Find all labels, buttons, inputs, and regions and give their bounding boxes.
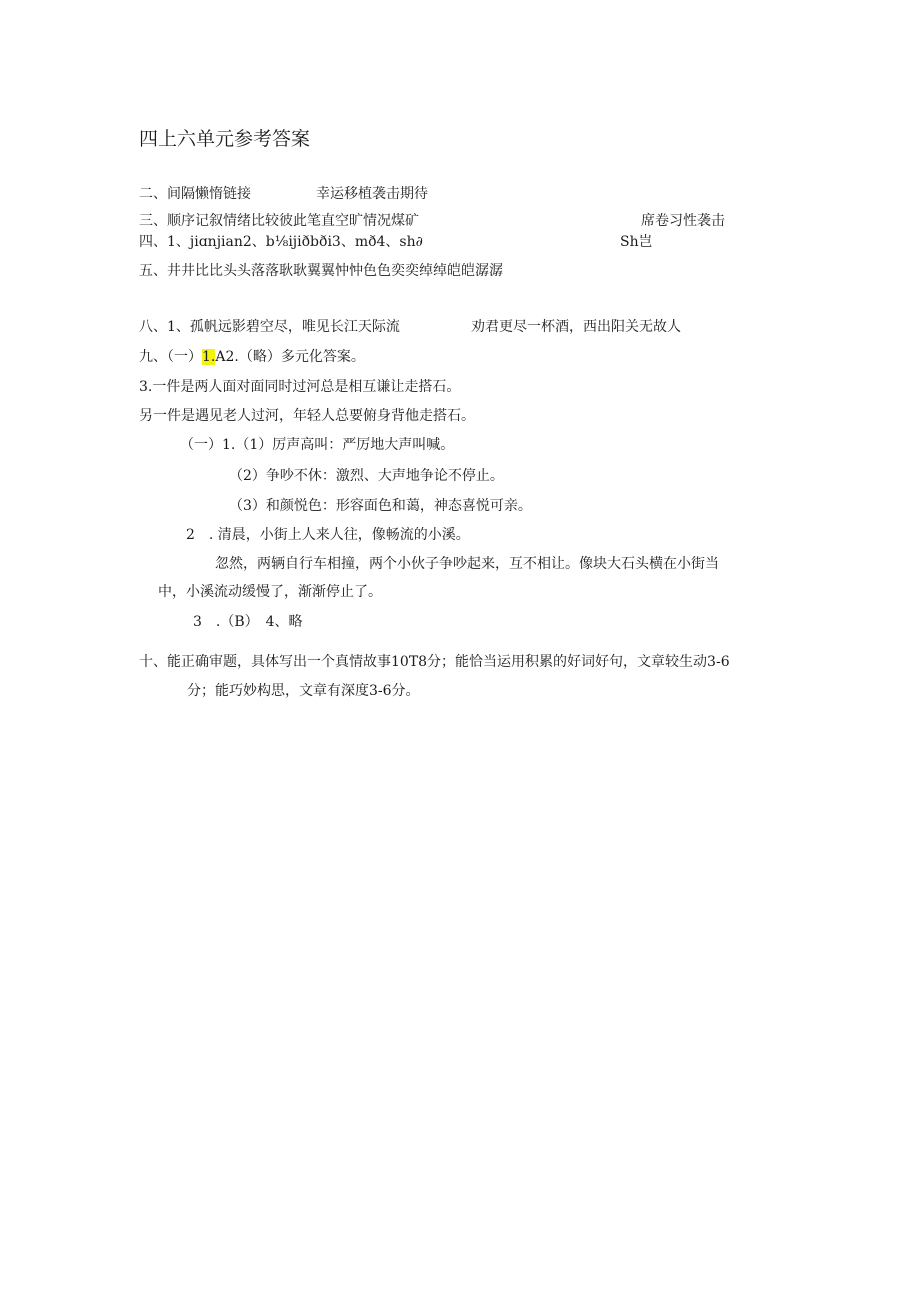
answer-4-a: 四、1、jiɑnjian2、b⅛ijiðbði3、mð4、sh∂ — [139, 234, 423, 250]
page-title: 四上六单元参考答案 — [139, 128, 311, 150]
answer-4-b: Sh岂 — [620, 234, 653, 250]
answer-3-a: 三、顺序记叙情绪比较彼此笔直空旷情况煤矿 — [139, 213, 419, 229]
answer-2-a: 二、间隔懒惰链接 — [139, 186, 251, 202]
answer-5: 五、井井比比头头落落耿耿翼翼忡忡色色奕奕绰绰皑皑潺潺 — [139, 263, 503, 279]
answer-10-a: 十、能正确审题，具体写出一个真情故事10T8分；能恰当运用积累的好词好句，文章较生动3-6 — [139, 654, 730, 670]
highlighted-answer: 1. — [202, 349, 216, 365]
answer-3-b: 席卷习性袭击 — [641, 213, 725, 229]
answer-9 — [139, 348, 365, 366]
section-1-line-3: （3）和颜悦色：形容面色和蔼，神态喜悦可亲。 — [229, 498, 532, 514]
section-1-line-5: 忽然，两辆自行车相撞，两个小伙子争吵起来，互不相让。像块大石头横在小街当 — [215, 556, 719, 572]
answer-9-other: 另一件是遇见老人过河，年轻人总要俯身背他走搭石。 — [139, 408, 475, 424]
section-1-line-4: 2 . 清晨，小街上人来人往，像畅流的小溪。 — [186, 527, 470, 543]
answer-8-b: 劝君更尽一杯酒，西出阳关无故人 — [471, 319, 681, 335]
answer-8-a: 八、1、孤帆远影碧空尽，唯见长江天际流 — [139, 319, 400, 335]
section-1-line-7: 3 .（B） 4、略 — [193, 614, 303, 630]
answer-9-3: 3.一件是两人面对面同时过河总是相互谦让走搭石。 — [139, 379, 461, 395]
answer-2-b: 幸运移植袭击期待 — [316, 186, 428, 202]
section-1-line-6: 中，小溪流动缓慢了，渐渐停止了。 — [158, 584, 382, 600]
section-1-line-1: （一）1.（1）厉声高叫：严厉地大声叫喊。 — [180, 437, 455, 453]
section-1-line-2: （2）争吵不休：激烈、大声地争论不停止。 — [229, 468, 504, 484]
answer-10-b: 分；能巧妙构思，文章有深度3-6分。 — [187, 683, 420, 699]
answer-9-rest: A2.（略）多元化答案。 — [215, 349, 365, 365]
answer-9-prefix: 九、（一） — [139, 349, 202, 365]
